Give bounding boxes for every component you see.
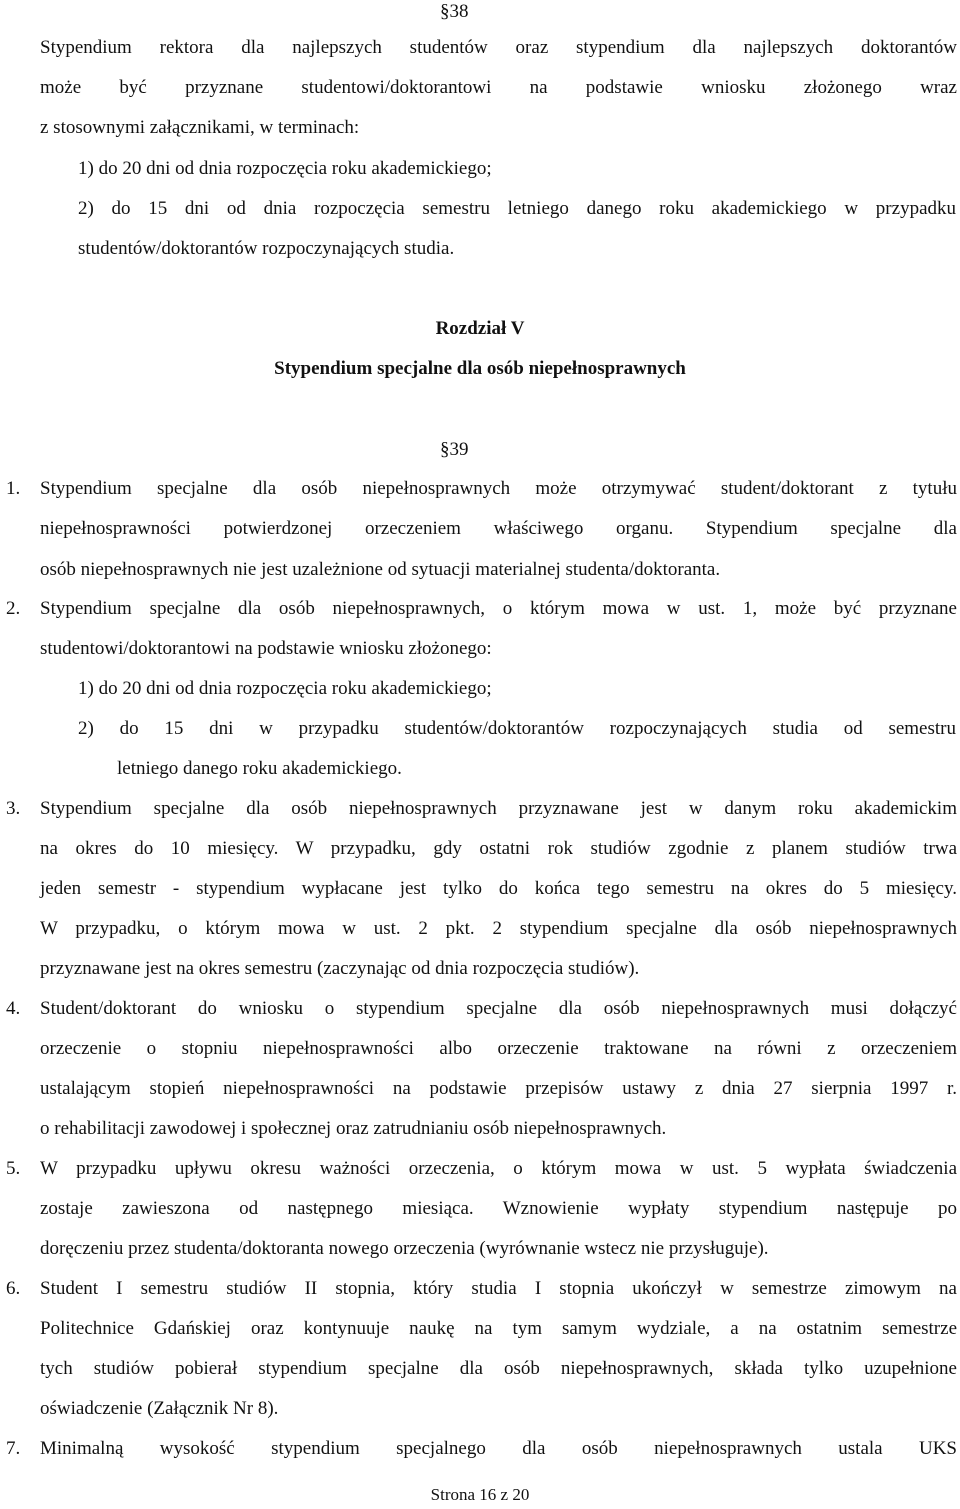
paragraph-number-7: 7. bbox=[6, 1438, 21, 1459]
p5-line-2: zostaje zawieszona od następnego miesiąca. Wznowienie wypłaty stypendium następuje po bbox=[40, 1198, 957, 1219]
s38-list-item-1: 1) do 20 dni od dnia rozpoczęcia roku akademickiego; bbox=[78, 158, 492, 179]
chapter-subtitle: Stypendium specjalne dla osób niepełnosprawnych bbox=[274, 358, 686, 379]
p1-line-1: Stypendium specjalne dla osób niepełnosprawnych może otrzymywać student/doktorant z tytułu bbox=[40, 478, 957, 499]
s38-list-item-2-continued: studentów/doktorantów rozpoczynających studia. bbox=[78, 238, 455, 259]
p6-line-4: oświadczenie (Załącznik Nr 8). bbox=[40, 1398, 279, 1419]
p6-line-1: Student I semestru studiów II stopnia, który studia I stopnia ukończył w semestrze zimowym na bbox=[40, 1278, 957, 1299]
s38-text-line-3: z stosownymi załącznikami, w terminach: bbox=[40, 117, 360, 138]
p3-line-3: jeden semestr - stypendium wypłacane jest tylko do końca tego semestru na okres do 5 miesięcy. bbox=[40, 878, 957, 899]
paragraph-number-3: 3. bbox=[6, 798, 21, 819]
p2-list-item-1: 1) do 20 dni od dnia rozpoczęcia roku akademickiego; bbox=[78, 678, 492, 699]
p4-line-4: o rehabilitacji zawodowej i społecznej oraz zatrudnianiu osób niepełnosprawnych. bbox=[40, 1118, 667, 1139]
p4-line-3: ustalającym stopień niepełnosprawności na podstawie przepisów ustawy z dnia 27 sierpnia 1997 r. bbox=[40, 1078, 957, 1099]
s38-list-item-2: 2) do 15 dni od dnia rozpoczęcia semestru letniego danego roku akademickiego w przypadku bbox=[78, 198, 956, 219]
chapter-title: Rozdział V bbox=[435, 318, 525, 339]
paragraph-number-6: 6. bbox=[6, 1278, 21, 1299]
section-38-heading: §38 bbox=[440, 1, 469, 22]
s38-text-line-1: Stypendium rektora dla najlepszych studentów oraz stypendium dla najlepszych doktorantów bbox=[40, 37, 957, 58]
p2-line-2: studentowi/doktorantowi na podstawie wniosku złożonego: bbox=[40, 638, 492, 659]
p7-line-1: Minimalną wysokość stypendium specjalnego dla osób niepełnosprawnych ustala UKS bbox=[40, 1438, 957, 1459]
p2-line-1: Stypendium specjalne dla osób niepełnosprawnych, o którym mowa w ust. 1, może być przyznane bbox=[40, 598, 957, 619]
p1-line-3: osób niepełnosprawnych nie jest uzależnione od sytuacji materialnej studenta/doktoranta. bbox=[40, 559, 721, 580]
p3-line-5: przyznawane jest na okres semestru (zaczynając od dnia rozpoczęcia studiów). bbox=[40, 958, 640, 979]
paragraph-number-5: 5. bbox=[6, 1158, 21, 1179]
p6-line-3: tych studiów pobierał stypendium specjalne dla osób niepełnosprawnych, składa tylko uzupełnione bbox=[40, 1358, 957, 1379]
p4-line-1: Student/doktorant do wniosku o stypendium specjalne dla osób niepełnosprawnych musi dołączyć bbox=[40, 998, 957, 1019]
p5-line-3: doręczeniu przez studenta/doktoranta nowego orzeczenia (wyrównanie wstecz nie przysługuje). bbox=[40, 1238, 769, 1259]
paragraph-number-4: 4. bbox=[6, 998, 21, 1019]
p1-line-2: niepełnosprawności potwierdzonej orzeczeniem właściwego organu. Stypendium specjalne dla bbox=[40, 518, 957, 539]
paragraph-number-1: 1. bbox=[6, 478, 21, 499]
section-39-heading: §39 bbox=[440, 439, 469, 460]
p6-line-2: Politechnice Gdańskiej oraz kontynuuje naukę na tym samym wydziale, a na ostatnim semestrze bbox=[40, 1318, 957, 1339]
p2-list-item-2: 2) do 15 dni w przypadku studentów/doktorantów rozpoczynających studia od semestru bbox=[78, 718, 956, 739]
p3-line-2: na okres do 10 miesięcy. W przypadku, gdy ostatni rok studiów zgodnie z planem studiów trwa bbox=[40, 838, 957, 859]
page-footer: Strona 16 z 20 bbox=[430, 1485, 530, 1504]
s38-text-line-2: może być przyznane studentowi/doktorantowi na podstawie wniosku złożonego wraz bbox=[40, 77, 957, 98]
p2-list-item-2-continued: letniego danego roku akademickiego. bbox=[117, 758, 402, 779]
p5-line-1: W przypadku upływu okresu ważności orzeczenia, o którym mowa w ust. 5 wypłata świadczenia bbox=[40, 1158, 957, 1179]
paragraph-number-2: 2. bbox=[6, 598, 21, 619]
p4-line-2: orzeczenie o stopniu niepełnosprawności albo orzeczenie traktowane na równi z orzeczeniem bbox=[40, 1038, 957, 1059]
p3-line-4: W przypadku, o którym mowa w ust. 2 pkt. 2 stypendium specjalne dla osób niepełnosprawnych bbox=[40, 918, 957, 939]
p3-line-1: Stypendium specjalne dla osób niepełnosprawnych przyznawane jest w danym roku akademickim bbox=[40, 798, 957, 819]
